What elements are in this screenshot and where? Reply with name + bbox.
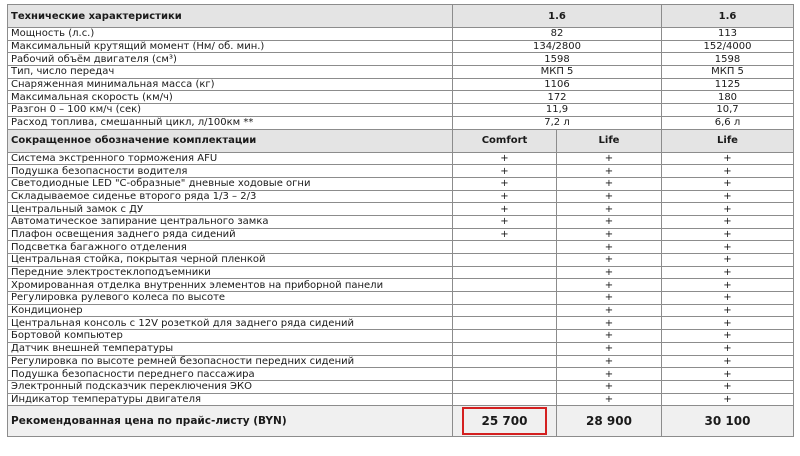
spec-label: Расход топлива, смешанный цикл, л/100км ** (8, 116, 453, 129)
equipment-mark-trim-3: + (662, 317, 794, 330)
equipment-row (8, 254, 794, 267)
price-row (8, 406, 794, 437)
price-comfort-cell (453, 406, 557, 437)
equipment-mark-trim-2: + (557, 342, 662, 355)
spec-row (8, 40, 794, 53)
spec-value-engine-2: 6,6 л (662, 116, 794, 129)
equipment-mark-trim-3: + (662, 152, 794, 165)
spec-value-engine-2: МКП 5 (662, 66, 794, 79)
equipment-mark-trim-2: + (557, 215, 662, 228)
equipment-mark-trim-3: + (662, 279, 794, 292)
spec-value-engine-1: МКП 5 (453, 66, 662, 79)
equipment-mark-trim-3: + (662, 304, 794, 317)
equipment-mark-trim-1 (453, 279, 557, 292)
equipment-mark-trim-2: + (557, 266, 662, 279)
trim-comfort-header: Comfort (453, 129, 557, 152)
spec-value-engine-1: 172 (453, 91, 662, 104)
equipment-mark-trim-1: + (453, 228, 557, 241)
equipment-row (8, 292, 794, 305)
equipment-mark-trim-2: + (557, 165, 662, 178)
price-label: Рекомендованная цена по прайс-листу (BYN) (8, 406, 453, 437)
equipment-label: Складываемое сиденье второго ряда 1/3 – 2/3 (8, 190, 453, 203)
engine-1-header: 1.6 (453, 5, 662, 28)
spec-row (8, 104, 794, 117)
equipment-label: Регулировка рулевого колеса по высоте (8, 292, 453, 305)
equipment-mark-trim-1 (453, 393, 557, 406)
equipment-mark-trim-1 (453, 368, 557, 381)
equipment-row (8, 266, 794, 279)
equipment-label: Центральная консоль с 12V розеткой для заднего ряда сидений (8, 317, 453, 330)
price-life-cell: 28 900 (557, 406, 662, 437)
equipment-label: Датчик внешней температуры (8, 342, 453, 355)
spec-label: Рабочий объём двигателя (см³) (8, 53, 453, 66)
spec-value-engine-1: 7,2 л (453, 116, 662, 129)
equipment-row (8, 152, 794, 165)
price-list-table (7, 4, 794, 437)
equipment-row (8, 355, 794, 368)
equipment-row (8, 380, 794, 393)
equipment-mark-trim-1 (453, 342, 557, 355)
equipment-label: Система экстренного торможения AFU (8, 152, 453, 165)
equipment-row (8, 203, 794, 216)
equipment-mark-trim-3: + (662, 241, 794, 254)
equipment-label: Плафон освещения заднего ряда сидений (8, 228, 453, 241)
spec-value-engine-1: 1598 (453, 53, 662, 66)
equipment-mark-trim-3: + (662, 266, 794, 279)
equipment-mark-trim-1: + (453, 177, 557, 190)
equipment-mark-trim-1: + (453, 165, 557, 178)
equipment-row (8, 368, 794, 381)
equipment-mark-trim-2: + (557, 279, 662, 292)
specs-header-row (8, 5, 794, 28)
equipment-mark-trim-1: + (453, 152, 557, 165)
equipment-label: Регулировка по высоте ремней безопасности передних сидений (8, 355, 453, 368)
equipment-mark-trim-2: + (557, 177, 662, 190)
spec-value-engine-2: 180 (662, 91, 794, 104)
equipment-mark-trim-3: + (662, 190, 794, 203)
equipment-mark-trim-3: + (662, 342, 794, 355)
equipment-mark-trim-1 (453, 317, 557, 330)
equipment-mark-trim-1 (453, 241, 557, 254)
equipment-header-label: Сокращенное обозначение комплектации (8, 129, 453, 152)
equipment-mark-trim-1 (453, 355, 557, 368)
engine-2-header: 1.6 (662, 5, 794, 28)
equipment-row (8, 177, 794, 190)
spec-label: Максимальная скорость (км/ч) (8, 91, 453, 104)
equipment-mark-trim-2: + (557, 254, 662, 267)
equipment-mark-trim-1 (453, 266, 557, 279)
equipment-label: Бортовой компьютер (8, 330, 453, 343)
equipment-header-row (8, 129, 794, 152)
equipment-mark-trim-2: + (557, 304, 662, 317)
equipment-mark-trim-3: + (662, 228, 794, 241)
equipment-mark-trim-2: + (557, 241, 662, 254)
equipment-row (8, 228, 794, 241)
equipment-mark-trim-2: + (557, 317, 662, 330)
spec-label: Максимальный крутящий момент (Нм/ об. мин.) (8, 40, 453, 53)
equipment-mark-trim-2: + (557, 380, 662, 393)
equipment-mark-trim-3: + (662, 368, 794, 381)
equipment-row (8, 342, 794, 355)
equipment-mark-trim-1 (453, 304, 557, 317)
equipment-label: Электронный подсказчик переключения ЭКО (8, 380, 453, 393)
equipment-label: Подсветка багажного отделения (8, 241, 453, 254)
equipment-mark-trim-3: + (662, 177, 794, 190)
equipment-row (8, 279, 794, 292)
equipment-mark-trim-3: + (662, 355, 794, 368)
equipment-row (8, 165, 794, 178)
equipment-mark-trim-2: + (557, 368, 662, 381)
price-life-2-cell: 30 100 (662, 406, 794, 437)
equipment-mark-trim-1: + (453, 190, 557, 203)
spec-value-engine-1: 11,9 (453, 104, 662, 117)
specs-header-label: Технические характеристики (8, 5, 453, 28)
spec-value-engine-2: 152/4000 (662, 40, 794, 53)
equipment-label: Светодиодные LED "С-образные" дневные ходовые огни (8, 177, 453, 190)
trim-life-header: Life (557, 129, 662, 152)
equipment-mark-trim-3: + (662, 215, 794, 228)
equipment-mark-trim-2: + (557, 393, 662, 406)
equipment-label: Индикатор температуры двигателя (8, 393, 453, 406)
spec-value-engine-1: 82 (453, 28, 662, 41)
equipment-mark-trim-2: + (557, 355, 662, 368)
equipment-mark-trim-3: + (662, 292, 794, 305)
equipment-mark-trim-3: + (662, 203, 794, 216)
equipment-row (8, 330, 794, 343)
equipment-label: Передние электростеклоподъемники (8, 266, 453, 279)
trim-life-2-header: Life (662, 129, 794, 152)
spec-row (8, 53, 794, 66)
equipment-label: Подушка безопасности переднего пассажира (8, 368, 453, 381)
spec-value-engine-2: 1598 (662, 53, 794, 66)
equipment-label: Подушка безопасности водителя (8, 165, 453, 178)
spec-row (8, 28, 794, 41)
equipment-mark-trim-2: + (557, 203, 662, 216)
equipment-mark-trim-1 (453, 330, 557, 343)
equipment-mark-trim-2: + (557, 330, 662, 343)
spec-value-engine-1: 1106 (453, 78, 662, 91)
spec-value-engine-2: 113 (662, 28, 794, 41)
spec-row (8, 91, 794, 104)
equipment-mark-trim-2: + (557, 152, 662, 165)
spec-value-engine-2: 10,7 (662, 104, 794, 117)
equipment-mark-trim-1: + (453, 203, 557, 216)
equipment-label: Центральная стойка, покрытая черной пленкой (8, 254, 453, 267)
equipment-mark-trim-1 (453, 380, 557, 393)
spec-value-engine-2: 1125 (662, 78, 794, 91)
equipment-label: Центральный замок с ДУ (8, 203, 453, 216)
equipment-mark-trim-3: + (662, 380, 794, 393)
spec-label: Мощность (л.с.) (8, 28, 453, 41)
equipment-mark-trim-3: + (662, 330, 794, 343)
spec-value-engine-1: 134/2800 (453, 40, 662, 53)
spec-label: Снаряженная минимальная масса (кг) (8, 78, 453, 91)
equipment-label: Кондиционер (8, 304, 453, 317)
equipment-row (8, 304, 794, 317)
equipment-mark-trim-2: + (557, 292, 662, 305)
spec-label: Тип, число передач (8, 66, 453, 79)
spec-row (8, 78, 794, 91)
equipment-mark-trim-2: + (557, 190, 662, 203)
spec-row (8, 116, 794, 129)
equipment-label: Автоматическое запирание центрального замка (8, 215, 453, 228)
spec-label: Разгон 0 – 100 км/ч (сек) (8, 104, 453, 117)
equipment-mark-trim-1 (453, 292, 557, 305)
equipment-mark-trim-3: + (662, 393, 794, 406)
equipment-mark-trim-3: + (662, 254, 794, 267)
equipment-row (8, 317, 794, 330)
equipment-label: Хромированная отделка внутренних элементов на приборной панели (8, 279, 453, 292)
equipment-mark-trim-2: + (557, 228, 662, 241)
spec-row (8, 66, 794, 79)
equipment-mark-trim-3: + (662, 165, 794, 178)
equipment-row (8, 393, 794, 406)
equipment-row (8, 241, 794, 254)
equipment-mark-trim-1 (453, 254, 557, 267)
equipment-row (8, 215, 794, 228)
equipment-row (8, 190, 794, 203)
highlighted-price: 25 700 (462, 407, 548, 435)
equipment-mark-trim-1: + (453, 215, 557, 228)
